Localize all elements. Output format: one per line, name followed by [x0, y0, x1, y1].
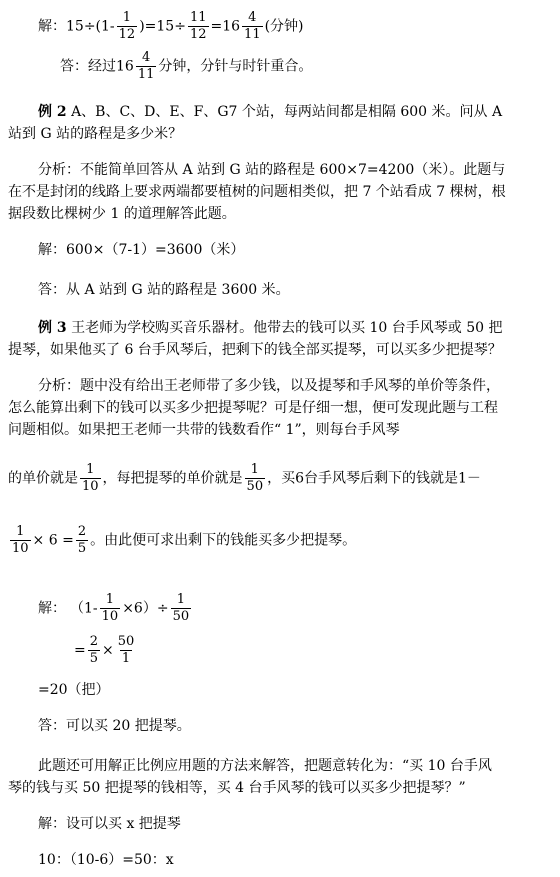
numerator: 1 — [86, 462, 95, 477]
example-label: 例 2 — [38, 104, 67, 120]
fraction — [76, 524, 88, 557]
fraction — [100, 592, 121, 625]
analysis-3-line-5 — [8, 524, 356, 557]
analysis-3-line-4 — [8, 462, 481, 495]
numerator: 1 — [250, 462, 259, 477]
solution-3-result: =20（把） — [38, 682, 110, 698]
denominator: 5 — [77, 541, 87, 556]
fraction — [10, 524, 31, 557]
example-text: 王老师为学校购买音乐器材。他带去的钱可以买 10 台手风琴或 50 把 — [66, 320, 503, 336]
fraction — [117, 10, 138, 43]
answer-text: 答：经过16 — [60, 58, 134, 75]
fraction — [171, 592, 192, 625]
solution-4-line: 解：设可以买 x 把提琴 — [38, 816, 181, 832]
numerator: 2 — [89, 634, 99, 649]
expr-part: 15÷(1- — [66, 18, 115, 35]
fraction — [245, 462, 266, 495]
expr-part: (分钟) — [264, 18, 304, 35]
fraction — [116, 634, 137, 667]
example-text: A、B、C、D、E、F、G7 个站，每两站间都是相隔 600 米。问从 A — [66, 104, 503, 120]
fraction — [88, 634, 100, 667]
alternative-line-2: 琴的钱与买 50 把提琴的钱相等，买 4 台手风琴的钱可以买多少把提琴？” — [8, 780, 466, 796]
analysis-3-line-3: 问题相似。如果把王老师一共带的钱数看作“ 1”，则每台手风琴 — [8, 422, 400, 438]
denominator: 11 — [137, 67, 155, 82]
analysis-3-line-1: 分析：题中没有给出王老师带了多少钱，以及提琴和手风琴的单价等条件， — [38, 378, 500, 394]
numerator: 1 — [105, 592, 115, 607]
analysis-text: ，每把提琴的单价就是 — [102, 470, 243, 487]
expr-part: =16 — [210, 18, 241, 35]
numerator: 4 — [248, 10, 257, 25]
answer-text: 分钟，分针与时针重合。 — [158, 58, 313, 75]
analysis-2-line-2: 在不是封闭的线路上要求两端都要植树的问题相类似，把 7 个站看成 7 棵树，根 — [8, 184, 506, 200]
solution-3-line-2 — [74, 634, 138, 667]
numerator: 4 — [141, 50, 151, 65]
denominator: 11 — [244, 27, 261, 42]
expr-part: )=15÷ — [139, 18, 186, 35]
answer-1-line — [60, 50, 312, 83]
denominator: 10 — [12, 541, 29, 556]
analysis-2-line-3: 据段数比棵树少 1 的道理解答此题。 — [8, 206, 236, 222]
denominator: 50 — [246, 479, 264, 494]
numerator: 1 — [122, 10, 132, 25]
example-3-line-2: 提琴，如果他买了 6 台手风琴后，把剩下的钱全部买提琴，可以买多少把提琴？ — [8, 342, 502, 358]
answer-3-line: 答：可以买 20 把提琴。 — [38, 718, 191, 734]
analysis-text: × 6 = — [32, 532, 74, 549]
analysis-3-line-2: 怎么能算出剩下的钱可以买多少把提琴呢？可是仔细一想，便可发现此题与工程 — [8, 400, 498, 416]
expr-part: = — [74, 642, 86, 659]
solution-1-line — [38, 10, 304, 43]
example-2-line-1 — [38, 102, 502, 122]
example-3-line-1 — [38, 318, 503, 338]
analysis-text: 。由此便可求出剩下的钱能买多少把提琴。 — [90, 532, 357, 549]
denominator: 12 — [189, 27, 207, 42]
denominator: 10 — [82, 479, 99, 494]
expr-part: （1- — [70, 600, 98, 617]
denominator: 12 — [118, 27, 136, 42]
example-2-line-2: 站到 G 站的路程是多少米？ — [8, 126, 183, 142]
solution-2-line: 解：600×（7-1）=3600（米） — [38, 242, 245, 258]
solution-3-line-1 — [38, 592, 193, 625]
analysis-2-line-1: 分析：不能简单回答从 A 站到 G 站的路程是 600×7=4200（米）。此题与 — [38, 162, 506, 178]
expr-part: ×6）÷ — [122, 600, 169, 617]
solution-label: 解： — [38, 600, 66, 617]
solution-label: 解： — [38, 18, 66, 35]
answer-2-line: 答：从 A 站到 G 站的路程是 3600 米。 — [38, 282, 290, 298]
proportion-line: 10：（10-6）=50：x — [38, 852, 174, 868]
alternative-line-1: 此题还可用解正比例应用题的方法来解答，把题意转化为：“买 10 台手风 — [38, 758, 492, 774]
fraction — [188, 10, 209, 43]
fraction — [80, 462, 101, 495]
numerator: 1 — [176, 592, 185, 607]
fraction — [136, 50, 157, 83]
example-label: 例 3 — [38, 320, 67, 336]
fraction — [242, 10, 263, 43]
numerator: 11 — [189, 10, 207, 25]
denominator: 10 — [101, 609, 119, 624]
numerator: 1 — [16, 524, 25, 539]
analysis-text: 的单价就是 — [8, 470, 78, 487]
analysis-text: ，买6台手风琴后剩下的钱就是1－ — [267, 470, 481, 487]
denominator: 5 — [89, 651, 99, 666]
numerator: 50 — [117, 634, 135, 649]
numerator: 2 — [77, 524, 87, 539]
denominator: 50 — [172, 609, 190, 624]
denominator: 1 — [121, 651, 131, 666]
expr-part: × — [102, 642, 114, 659]
